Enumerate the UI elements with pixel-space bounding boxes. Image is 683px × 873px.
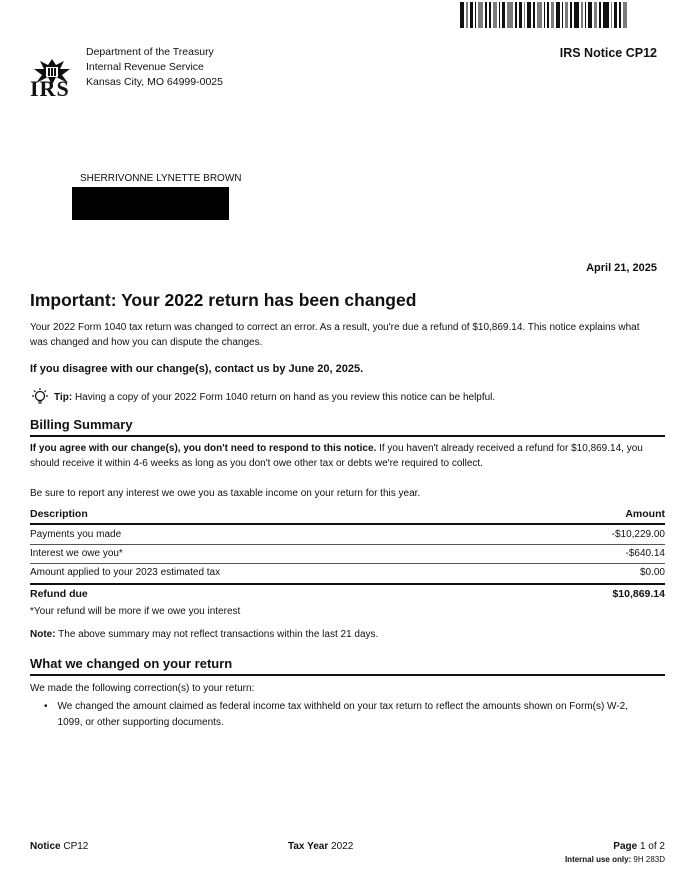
barcode-bar [544, 2, 545, 28]
note-text: The above summary may not reflect transactions within the last 21 days. [58, 629, 379, 640]
agency-line: Kansas City, MO 64999-0025 [86, 76, 223, 88]
barcode-bar [594, 2, 597, 28]
agree-text: If you haven't already received a refund for $10,869.14, you should receive it within 4-6 weeks as long as you don't owe other tax or debts we're required to collect. [30, 443, 643, 469]
recipient-name: SHERRIVONNE LYNETTE BROWN [80, 173, 242, 184]
row-divider [30, 563, 665, 564]
barcode [460, 2, 666, 28]
disagree-deadline: If you disagree with our change(s), contact us by June 20, 2025. [30, 363, 364, 375]
footer-tax-year-value: 2022 [331, 841, 354, 852]
barcode-bar [570, 2, 572, 28]
barcode-bar [611, 2, 612, 28]
barcode-bar [556, 2, 560, 28]
barcode-bar [489, 2, 491, 28]
refund-footnote: *Your refund will be more if we owe you interest [30, 606, 241, 617]
barcode-bar [599, 2, 601, 28]
page-title: Important: Your 2022 return has been changed [30, 290, 417, 310]
barcode-bar [614, 2, 617, 28]
barcode-bar [478, 2, 483, 28]
tip-text: Having a copy of your 2022 Form 1040 return on hand as you review this notice can be helpful. [74, 391, 496, 403]
barcode-bar [588, 2, 592, 28]
section-divider [30, 674, 665, 676]
barcode-bar [619, 2, 621, 28]
footer-tax-year [288, 841, 353, 852]
footer-tax-year-label: Tax Year [288, 841, 329, 852]
barcode-bar [524, 2, 525, 28]
changes-title: What we changed on your return [30, 656, 233, 671]
barcode-bar [519, 2, 522, 28]
table-row [30, 529, 665, 540]
barcode-bar [466, 2, 468, 28]
table-row [30, 548, 665, 559]
row-description: Payments you made [30, 529, 122, 540]
intro-paragraph: Your 2022 Form 1040 tax return was changed to correct an error. As a result, you're due a refund of $10,869.14. This notice explains what was changed and how you can dispute the changes. [30, 322, 640, 348]
agency-address [86, 45, 223, 90]
agency-line: Internal Revenue Service [86, 61, 204, 73]
footer-page-value: 1 of 2 [639, 841, 665, 852]
row-amount: $0.00 [639, 567, 665, 578]
barcode-bar [537, 2, 542, 28]
row-description: Amount applied to your 2023 estimated tax [30, 567, 221, 578]
row-divider [30, 544, 665, 545]
table-row [30, 567, 665, 578]
agency-line: Department of the Treasury [86, 46, 214, 58]
barcode-bar [562, 2, 563, 28]
footer-internal-use [565, 855, 665, 864]
note-label: Note: [30, 629, 56, 640]
barcode-bar [485, 2, 487, 28]
barcode-bar [475, 2, 476, 28]
barcode-bar [585, 2, 586, 28]
barcode-bar [507, 2, 513, 28]
agree-bold: If you agree with our change(s), you don't need to respond to this notice. [30, 443, 377, 454]
changes-intro: We made the following correction(s) to your return: [30, 683, 255, 694]
redacted-address [72, 187, 229, 220]
barcode-bar [565, 2, 568, 28]
total-amount: $10,869.14 [612, 588, 665, 600]
irs-logo-text: IRS [30, 76, 70, 101]
table-header [30, 508, 665, 520]
barcode-bar [533, 2, 535, 28]
agree-paragraph [30, 441, 660, 471]
barcode-bar [460, 2, 464, 28]
internal-label: Internal use only: [564, 855, 632, 864]
barcode-bar [603, 2, 609, 28]
internal-value: 9H 283D [633, 855, 665, 864]
bullet-icon: • [44, 701, 48, 712]
barcode-bar [470, 2, 473, 28]
footer-notice [30, 841, 88, 852]
tip [30, 388, 495, 406]
barcode-bar [527, 2, 531, 28]
total-description: Refund due [30, 588, 88, 600]
change-item-text: We changed the amount claimed as federal income tax withheld on your tax return to reflect the amounts shown on Form(s) W-2, 1099, or other supporting documents. [57, 701, 628, 728]
tip-label: Tip: [54, 391, 73, 403]
footer-notice-value: CP12 [63, 841, 89, 852]
barcode-bar [551, 2, 554, 28]
notice-date: April 21, 2025 [586, 262, 657, 274]
summary-note [30, 629, 378, 640]
notice-id: IRS Notice CP12 [559, 46, 657, 60]
barcode-bar [574, 2, 579, 28]
billing-summary-title: Billing Summary [30, 417, 133, 432]
barcode-bar [547, 2, 549, 28]
column-header-amount: Amount [625, 508, 665, 520]
footer-page-label: Page [613, 841, 638, 852]
lightbulb-icon [30, 388, 50, 406]
row-amount: -$640.14 [625, 548, 665, 559]
table-total-row [30, 588, 665, 600]
total-rule [30, 583, 665, 585]
list-item [44, 699, 644, 731]
row-description: Interest we owe you* [30, 548, 123, 559]
barcode-bar [499, 2, 500, 28]
barcode-bar [623, 2, 627, 28]
barcode-bar [493, 2, 497, 28]
barcode-bar [515, 2, 517, 28]
section-divider [30, 435, 665, 437]
table-header-rule [30, 523, 665, 525]
column-header-description: Description [30, 508, 88, 520]
footer-notice-label: Notice [30, 841, 61, 852]
report-interest-text: Be sure to report any interest we owe you as taxable income on your return for this year. [30, 488, 421, 499]
barcode-bar [581, 2, 583, 28]
row-amount: -$10,229.00 [611, 529, 665, 540]
barcode-bar [502, 2, 505, 28]
footer-page [613, 841, 665, 852]
